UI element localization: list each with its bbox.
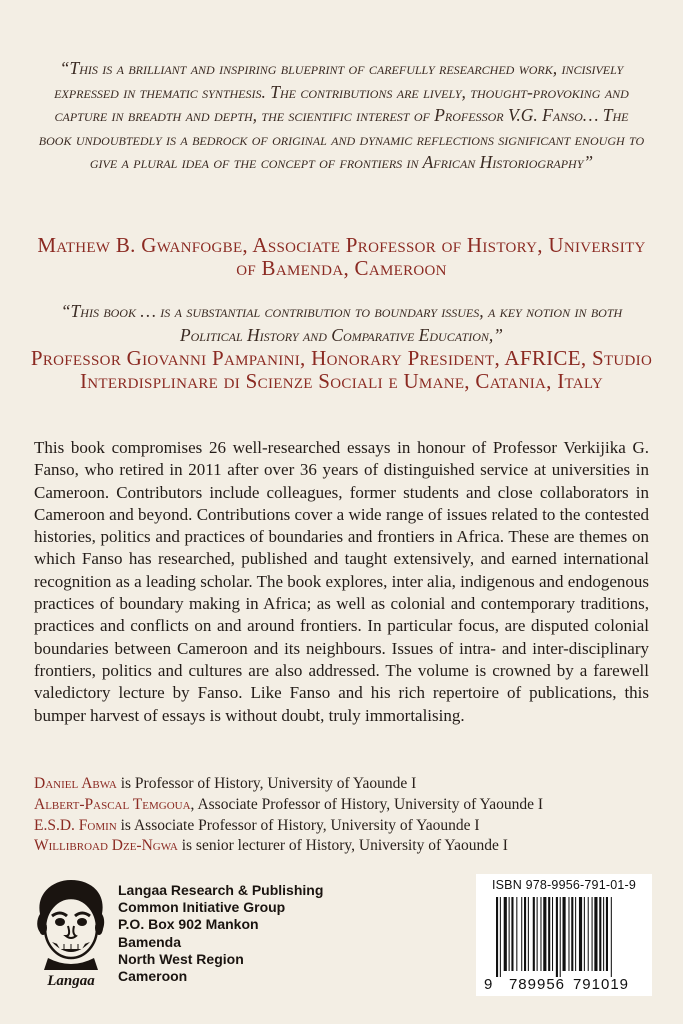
barcode-bar xyxy=(599,897,601,971)
publisher-line: North West Region xyxy=(118,950,244,967)
barcode-bar xyxy=(552,897,553,971)
barcode-digits-left: 789956 xyxy=(508,976,566,993)
contributor-line xyxy=(34,774,649,793)
barcode-digits-right: 791019 xyxy=(572,976,630,993)
barcode-bar xyxy=(543,897,546,971)
barcode-bar xyxy=(560,897,561,977)
barcode-bar xyxy=(533,897,535,971)
isbn-barcode xyxy=(476,874,652,996)
barcode-bar xyxy=(521,897,522,971)
barcode-bar xyxy=(537,897,538,971)
barcode-bar xyxy=(548,897,550,971)
barcode-bar xyxy=(563,897,566,971)
book-description: This book compromises 26 well-researched essays in honour of Professor Verkijika G. Fanso, who retired in 2011 after over 36 years of distinguished service at universities in Cameroon. Contributors include colleagues, former students and close collaborators in Cameroon and beyond. Contributions cover a wide range of issues related to the contested histories, politics and practices of boundaries and frontiers in Africa. These are themes on which Fanso has researched, published and taught extensively, and earned international recognition as a leading scholar. The book explores, inter alia, indigenous and endogenous practices of boundary making in Africa; as well as colonial and contemporary traditions, practices and conflicts on and around frontiers. In particular focus, are disputed colonial boundaries between Cameroon and its neighbours. Issues of intra- and inter-disciplinary frontiers, politics and cultures are also addressed. The volume is crowned by a farewell valedictory lecture by Fanso. Like Fanso and his rich repertoire of publications, this bumper harvest of essays is without doubt, truly immortalising. xyxy=(34,438,649,725)
endorsement-quote-2: “This book … is a substantial contribution to boundary issues, a key notion in both Political History and Comparative Education,” xyxy=(60,301,623,345)
barcode-bar xyxy=(556,897,558,977)
publisher-line: Bamenda xyxy=(118,933,182,950)
publisher-address xyxy=(118,882,323,985)
barcode-bar xyxy=(588,897,589,971)
barcode-bar xyxy=(584,897,585,971)
publisher-line: P.O. Box 902 Mankon xyxy=(118,916,259,933)
publisher-line: Common Initiative Group xyxy=(118,899,286,916)
barcode-bar xyxy=(603,897,604,971)
barcode-bar xyxy=(524,897,526,971)
barcode-bar xyxy=(575,897,576,971)
barcode-icon xyxy=(480,897,648,993)
barcode-bar xyxy=(511,897,513,971)
barcode-bar xyxy=(594,897,597,971)
publisher-logo-icon xyxy=(30,876,112,988)
contributor-line xyxy=(34,816,649,835)
barcode-bar xyxy=(500,897,501,977)
contributor-line xyxy=(34,795,649,814)
contributor-role: is Associate Professor of History, University of Yaounde I xyxy=(116,817,480,834)
contributor-line xyxy=(34,836,649,855)
barcode-bar xyxy=(579,897,582,971)
endorsement-quote-1: “This is a brilliant and inspiring blueprint of carefully researched work, incisively expressed in thematic synthesis. The contributions are lively, thought-provoking and capture in breadth and depth, the scientific interest of Professor V.G. Fanso… The book undoubtedly is a bedrock of original and dynamic reflections significant enough to give a plural idea of the concept of frontiers in African Historiography” xyxy=(38,58,645,172)
barcode-bar xyxy=(516,897,517,971)
barcode-bar xyxy=(611,897,612,977)
contributor-name: Willibroad Dze-Ngwa xyxy=(34,837,178,854)
logo-text: Langaa xyxy=(47,973,95,988)
barcode-bar xyxy=(496,897,498,977)
barcode-digit-prefix: 9 xyxy=(484,976,493,993)
barcode-bar xyxy=(592,897,593,971)
barcode-bar xyxy=(528,897,529,971)
contributor-name: Daniel Abwa xyxy=(34,775,117,792)
publisher-line: Langaa Research & Publishing xyxy=(118,882,324,898)
contributor-role: , Associate Professor of History, University of Yaounde I xyxy=(190,796,543,813)
contributor-role: is senior lecturer of History, University of Yaounde I xyxy=(177,837,508,854)
barcode-bar xyxy=(571,897,573,971)
barcode-bar xyxy=(606,897,608,971)
contributor-name: E.S.D. Fomin xyxy=(34,817,117,834)
contributor-name: Albert-Pascal Temgoua xyxy=(34,796,191,813)
barcode-bar xyxy=(504,897,507,971)
contributor-role: is Professor of History, University of Yaounde I xyxy=(116,775,417,792)
endorsement-attribution-1: Mathew B. Gwanfogbe, Associate Professor of History, University of Bamenda, Cameroon xyxy=(37,233,646,280)
endorsement-attribution-2: Professor Giovanni Pampanini, Honorary President, AFRICE, Studio Interdisplinare di Scienze Sociali e Umane, Catania, Italy xyxy=(30,346,653,393)
barcode-bar xyxy=(540,897,541,971)
isbn-label: ISBN 978-9956-791-01-9 xyxy=(491,878,637,892)
barcode-bar xyxy=(568,897,569,971)
barcode-bar xyxy=(509,897,510,971)
publisher-line: Cameroon xyxy=(118,968,188,985)
